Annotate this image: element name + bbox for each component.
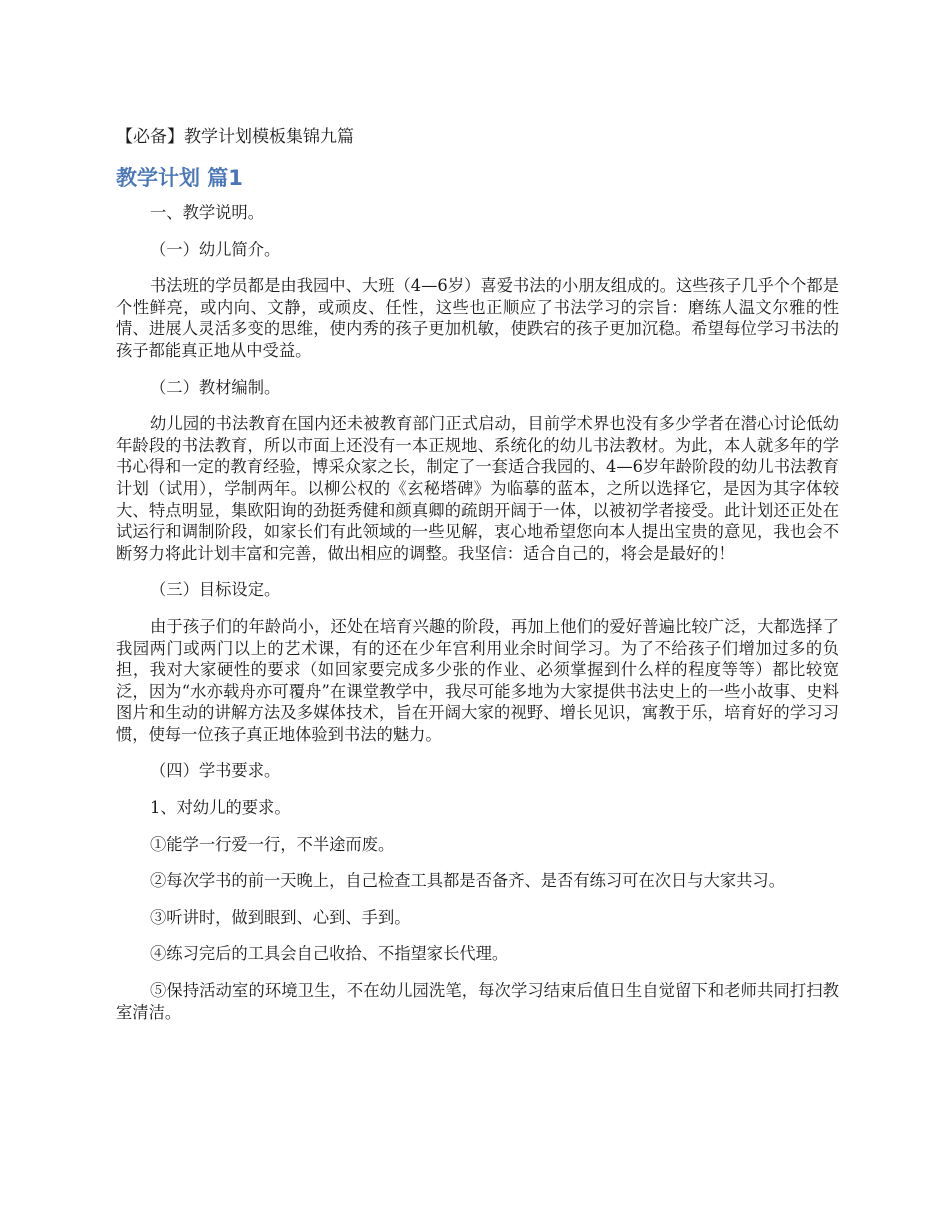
section-heading: 教学计划 篇1 xyxy=(116,166,243,190)
list-item: ④练习完后的工具会自己收拾、不指望家长代理。 xyxy=(150,944,509,964)
list-item: ③听讲时，做到眼到、心到、手到。 xyxy=(150,907,411,927)
paragraph-materials: 幼儿园的书法教育在国内还未被教育部门正式启动，目前学术界也没有多少学者在潜心讨论低幼年龄段的书法教育，所以市面上还没有一本正规地、系统化的幼儿书法教材。为此，本人就多年的学书心得和一定的教育经验，博采众家之长，制定了一套适合我园的、4—6岁年龄阶段的幼儿书法教育计划（试用），学制两年。以柳公权的《玄秘塔碑》为临摹的蓝本，之所以选择它，是因为其字体较大、特点明显，集欧阳询的劲挺秀健和颜真卿的疏朗开阔于一体，以被初学者接受。此计划还正处在试运行和调制阶段，如家长们有此领域的一些见解，衷心地希望您向本人提出宝贵的意见，我也会不断努力将此计划丰富和完善，做出相应的调整。我坚信：适合自己的，将会是最好的！ xyxy=(116,414,839,563)
paragraph-teaching-notes: 一、教学说明。 xyxy=(150,203,264,222)
paragraph-requirements-heading: （四）学书要求。 xyxy=(150,761,281,781)
paragraph-materials-heading: （二）教材编制。 xyxy=(150,377,281,397)
paragraph-child-requirements-heading: 1、对幼儿的要求。 xyxy=(150,798,291,818)
list-item: ⑤保持活动室的环境卫生，不在幼儿园洗笔，每次学习结束后值日生自觉留下和老师共同打扫教室清洁。 xyxy=(116,981,839,1022)
document-body xyxy=(116,202,839,1038)
list-item: ①能学一行爱一行，不半途而废。 xyxy=(150,834,395,854)
paragraph-goals-heading: （三）目标设定。 xyxy=(150,580,281,600)
paragraph-child-intro: 书法班的学员都是由我园中、大班（4—6岁）喜爱书法的小朋友组成的。这些孩子几乎个个都是个性鲜亮，或内向、文静，或顽皮、任性，这些也正顺应了书法学习的宗旨：磨练人温文尔雅的性情、进展人灵活多变的思维，使内秀的孩子更加机敏，使跌宕的孩子更加沉稳。希望每位学习书法的孩子都能真正地从中受益。 xyxy=(116,276,839,360)
list-item: ②每次学书的前一天晚上，自己检查工具都是否备齐、是否有练习可在次日与大家共习。 xyxy=(150,871,785,891)
document-title: 【必备】教学计划模板集锦九篇 xyxy=(116,127,354,147)
paragraph-child-intro-heading: （一）幼儿简介。 xyxy=(150,239,281,259)
paragraph-goals: 由于孩子们的年龄尚小，还处在培育兴趣的阶段，再加上他们的爱好普遍比较广泛，大都选择了我园两门或两门以上的艺术课，有的还在少年宫利用业余时间学习。为了不给孩子们增加过多的负担，我对大家硬性的要求（如回家要完成多少张的作业、必须掌握到什么样的程度等等）都比较宽泛，因为“水亦载舟亦可覆舟”在课堂教学中，我尽可能多地为大家提供书法史上的一些小故事、史料图片和生动的讲解方法及多媒体技术，旨在开阔大家的视野、增长见识，寓教于乐，培育好的学习习惯，使每一位孩子真正地体验到书法的魅力。 xyxy=(116,616,839,744)
